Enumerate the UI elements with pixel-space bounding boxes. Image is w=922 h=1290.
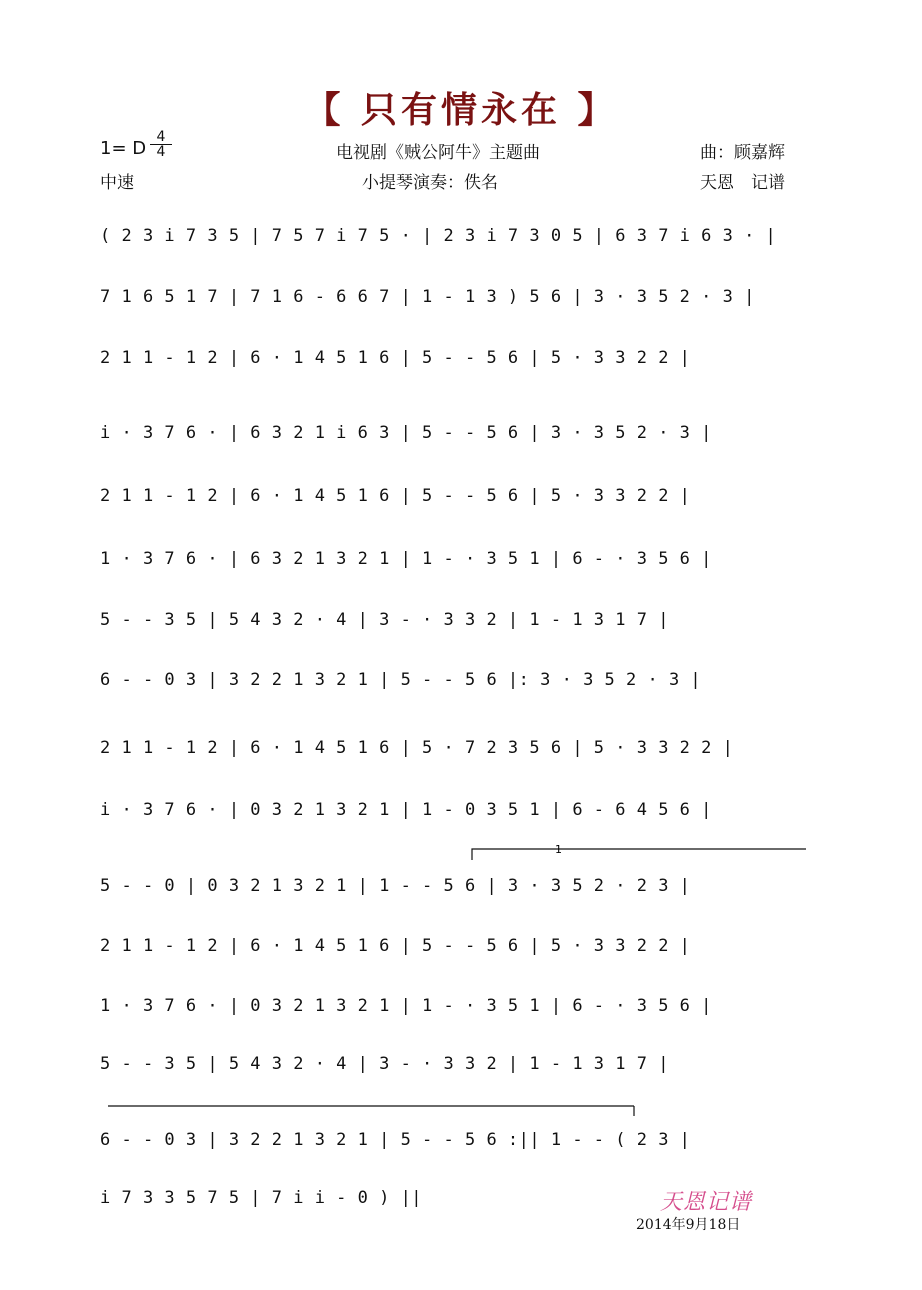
volta-label: 1 [555, 843, 562, 856]
notation-line-16: i 7 3 3 5 7 5 | 7 i i - 0 ) || [100, 1188, 423, 1208]
notation-line-3: 2 1 1 - 1 2 | 6 · 1 4 5 1 6 | 5 - - 5 6 | 5 · 3 3 2 2 | [100, 348, 691, 368]
notation-line-14: 5 - - 3 5 | 5 4 3 2 · 4 | 3 - · 3 3 2 | 1 - 1 3 1 7 | [100, 1054, 669, 1074]
transcriber-credit: 天恩 记谱 [700, 173, 785, 193]
notation-line-12: 2 1 1 - 1 2 | 6 · 1 4 5 1 6 | 5 - - 5 6 | 5 · 3 3 2 2 | [100, 936, 691, 956]
volta-line-1 [472, 849, 806, 860]
tempo-marking: 中速 [100, 173, 134, 193]
notation-line-13: 1 · 3 7 6 · | 0 3 2 1 3 2 1 | 1 - · 3 5 1 | 6 - · 3 5 6 | [100, 996, 712, 1016]
notation-line-10: i · 3 7 6 · | 0 3 2 1 3 2 1 | 1 - 0 3 5 1 | 6 - 6 4 5 6 | [100, 800, 712, 820]
composer-credit: 曲：顾嘉辉 [700, 143, 785, 163]
notation-line-1: ( 2 3 i 7 3 5 | 7 5 7 i 7 5 · | 2 3 i 7 3 0 5 | 6 3 7 i 6 3 · | [100, 226, 777, 246]
notation-line-4: i · 3 7 6 · | 6 3 2 1 i 6 3 | 5 - - 5 6 | 3 · 3 5 2 · 3 | [100, 423, 712, 443]
time-signature-top: 4 [150, 130, 172, 145]
key-signature: 1= D [100, 138, 147, 159]
transcriber-stamp: 天恩记谱 [660, 1190, 753, 1215]
notation-line-7: 5 - - 3 5 | 5 4 3 2 · 4 | 3 - · 3 3 2 | 1 - 1 3 1 7 | [100, 610, 669, 630]
notation-line-6: 1 · 3 7 6 · | 6 3 2 1 3 2 1 | 1 - · 3 5 1 | 6 - · 3 5 6 | [100, 549, 712, 569]
notation-line-11: 5 - - 0 | 0 3 2 1 3 2 1 | 1 - - 5 6 | 3 · 3 5 2 · 2 3 | [100, 876, 691, 896]
time-signature [150, 130, 172, 159]
notation-line-15: 6 - - 0 3 | 3 2 2 1 3 2 1 | 5 - - 5 6 :|| 1 - - ( 2 3 | [100, 1130, 691, 1150]
notation-line-5: 2 1 1 - 1 2 | 6 · 1 4 5 1 6 | 5 - - 5 6 | 5 · 3 3 2 2 | [100, 486, 691, 506]
performer-credit: 小提琴演奏：佚名 [362, 173, 498, 193]
notation-line-9: 2 1 1 - 1 2 | 6 · 1 4 5 1 6 | 5 · 7 2 3 5 6 | 5 · 3 3 2 2 | [100, 738, 734, 758]
time-signature-bottom: 4 [156, 144, 166, 160]
song-title: 【 只有情永在 】 [304, 90, 618, 131]
song-subtitle: 电视剧《贼公阿牛》主题曲 [336, 143, 540, 163]
notation-line-8: 6 - - 0 3 | 3 2 2 1 3 2 1 | 5 - - 5 6 |: 3 · 3 5 2 · 3 | [100, 670, 702, 690]
date-label: 2014年9月18日 [636, 1217, 741, 1233]
notation-line-2: 7 1 6 5 1 7 | 7 1 6 - 6 6 7 | 1 - 1 3 ) 5 6 | 3 · 3 5 2 · 3 | [100, 287, 755, 307]
